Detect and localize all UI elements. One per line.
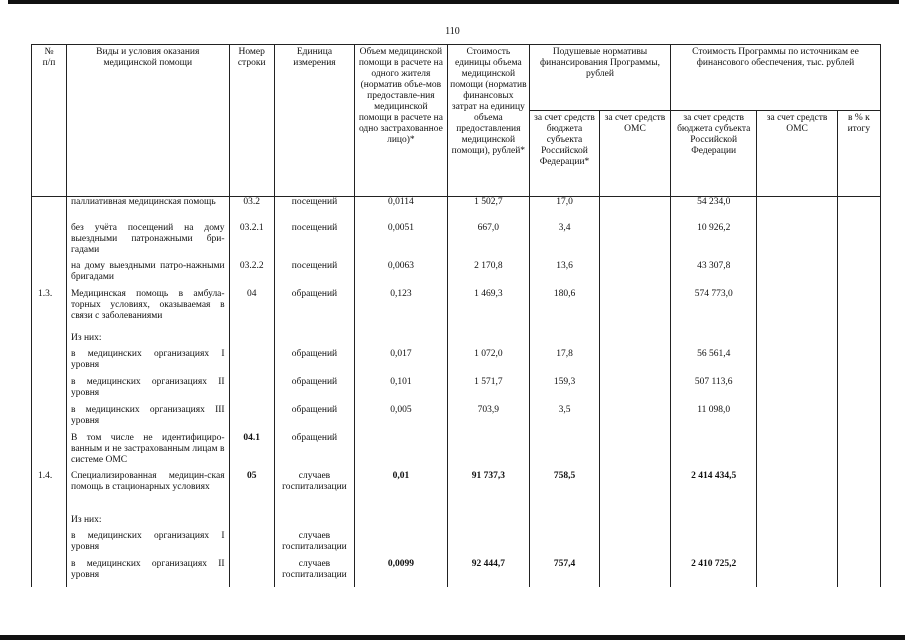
- row-percapita-budget: 17,0: [530, 197, 600, 223]
- row-program-budget: [670, 333, 756, 349]
- row-program-budget: 2 410 725,2: [670, 559, 756, 587]
- table-row: [32, 515, 881, 531]
- row-unit: [274, 515, 354, 531]
- row-volume: 0,123: [355, 289, 448, 333]
- row-code: [229, 333, 274, 349]
- table-row: [32, 377, 881, 405]
- row-code: [229, 405, 274, 433]
- row-percapita-oms: [599, 405, 670, 433]
- row-cost: 91 737,3: [447, 471, 529, 515]
- row-name: без учёта посещений на дому выездными патронажными бри-гадами: [66, 223, 229, 261]
- header-percapita-oms: за счет средств ОМС: [599, 111, 670, 197]
- row-volume: 0,01: [355, 471, 448, 515]
- row-percapita-budget: [530, 531, 600, 559]
- header-unit: Единица измерения: [274, 45, 354, 197]
- table-row: [32, 471, 881, 515]
- row-code: [229, 377, 274, 405]
- row-num: [32, 531, 67, 559]
- row-program-pct: [837, 515, 880, 531]
- table-row: [32, 349, 881, 377]
- row-program-oms: [757, 333, 837, 349]
- row-percapita-oms: [599, 515, 670, 531]
- row-program-oms: [757, 515, 837, 531]
- header-num: № п/п: [32, 45, 67, 197]
- row-program-oms: [757, 471, 837, 515]
- row-name: Специализированная медицин-ская помощь в стационарных условиях: [66, 471, 229, 515]
- header-percapita-group: Подушевые нормативы финансирования Программы, рублей: [530, 45, 671, 111]
- row-percapita-oms: [599, 349, 670, 377]
- row-volume: [355, 433, 448, 471]
- row-program-pct: [837, 433, 880, 471]
- header-cost: Стоимость единицы объема медицинской помощи (норматив финансовых затрат на единицу объема предоставления медицинской помощи), рублей*: [447, 45, 529, 197]
- row-cost: 667,0: [447, 223, 529, 261]
- row-unit: [274, 333, 354, 349]
- row-program-budget: [670, 515, 756, 531]
- row-unit: случаев госпитализации: [274, 559, 354, 587]
- row-percapita-budget: 180,6: [530, 289, 600, 333]
- row-program-pct: [837, 349, 880, 377]
- row-percapita-oms: [599, 559, 670, 587]
- row-program-oms: [757, 377, 837, 405]
- row-program-budget: 11 098,0: [670, 405, 756, 433]
- row-cost: [447, 433, 529, 471]
- table-body: [32, 197, 881, 587]
- row-code: [229, 559, 274, 587]
- row-unit: обращений: [274, 377, 354, 405]
- row-name: Медицинская помощь в амбула-торных условиях, оказываемая в связи с заболеваниями: [66, 289, 229, 333]
- row-percapita-budget: 17,8: [530, 349, 600, 377]
- row-percapita-oms: [599, 197, 670, 223]
- row-cost: 703,9: [447, 405, 529, 433]
- row-name: паллиативная медицинская помощь: [66, 197, 229, 223]
- table-row: [32, 405, 881, 433]
- row-cost: 1 571,7: [447, 377, 529, 405]
- row-code: 05: [229, 471, 274, 515]
- row-program-budget: [670, 433, 756, 471]
- row-cost: [447, 531, 529, 559]
- row-unit: обращений: [274, 349, 354, 377]
- row-program-oms: [757, 349, 837, 377]
- row-program-budget: 2 414 434,5: [670, 471, 756, 515]
- table-row: [32, 531, 881, 559]
- row-percapita-budget: 3,5: [530, 405, 600, 433]
- program-cost-table: [31, 44, 881, 587]
- row-percapita-oms: [599, 289, 670, 333]
- row-volume: 0,101: [355, 377, 448, 405]
- row-percapita-oms: [599, 223, 670, 261]
- row-percapita-budget: 159,3: [530, 377, 600, 405]
- row-name: в медицинских организациях I уровня: [66, 531, 229, 559]
- row-name: в медицинских организациях III уровня: [66, 405, 229, 433]
- header-volume: Объем медицинской помощи в расчете на одного жителя (норматив объе-мов предоставле-ния медицинской помощи в расчете на одно застрахованное лицо)*: [355, 45, 448, 197]
- row-program-budget: 507 113,6: [670, 377, 756, 405]
- row-volume: 0,017: [355, 349, 448, 377]
- header-program-budget: за счет средств бюджета субъекта Российской Федерации: [670, 111, 756, 197]
- row-unit: случаев госпитализации: [274, 471, 354, 515]
- table-row: [32, 223, 881, 261]
- row-volume: [355, 515, 448, 531]
- row-percapita-budget: 758,5: [530, 471, 600, 515]
- bottom-border: [0, 635, 905, 640]
- row-unit: посещений: [274, 261, 354, 289]
- row-name: в медицинских организациях II уровня: [66, 377, 229, 405]
- row-program-oms: [757, 405, 837, 433]
- row-num: [32, 559, 67, 587]
- row-code: [229, 531, 274, 559]
- row-volume: [355, 333, 448, 349]
- row-program-oms: [757, 261, 837, 289]
- row-cost: 1 072,0: [447, 349, 529, 377]
- row-volume: 0,005: [355, 405, 448, 433]
- row-unit: случаев госпитализации: [274, 531, 354, 559]
- row-percapita-budget: 3,4: [530, 223, 600, 261]
- row-unit: посещений: [274, 197, 354, 223]
- row-program-pct: [837, 197, 880, 223]
- row-program-pct: [837, 559, 880, 587]
- row-cost: [447, 515, 529, 531]
- row-unit: обращений: [274, 289, 354, 333]
- row-program-pct: [837, 289, 880, 333]
- row-percapita-oms: [599, 261, 670, 289]
- row-program-pct: [837, 223, 880, 261]
- row-program-budget: 54 234,0: [670, 197, 756, 223]
- row-num: 1.3.: [32, 289, 67, 333]
- row-program-oms: [757, 433, 837, 471]
- row-percapita-oms: [599, 433, 670, 471]
- table-row: [32, 261, 881, 289]
- row-num: [32, 377, 67, 405]
- page-number: 110: [445, 26, 460, 37]
- row-cost: 1 502,7: [447, 197, 529, 223]
- row-program-pct: [837, 471, 880, 515]
- table-row: [32, 333, 881, 349]
- header-program-oms: за счет средств ОМС: [757, 111, 837, 197]
- row-program-budget: 574 773,0: [670, 289, 756, 333]
- row-num: [32, 405, 67, 433]
- row-num: [32, 515, 67, 531]
- row-volume: [355, 531, 448, 559]
- row-percapita-oms: [599, 377, 670, 405]
- row-cost: 2 170,8: [447, 261, 529, 289]
- row-volume: 0,0099: [355, 559, 448, 587]
- row-program-pct: [837, 333, 880, 349]
- row-name: на дому выездными патро-нажными бригадами: [66, 261, 229, 289]
- row-volume: 0,0063: [355, 261, 448, 289]
- row-program-budget: [670, 531, 756, 559]
- row-program-oms: [757, 531, 837, 559]
- row-unit: посещений: [274, 223, 354, 261]
- row-num: [32, 349, 67, 377]
- top-border: [8, 0, 899, 4]
- row-percapita-budget: 13,6: [530, 261, 600, 289]
- row-cost: 1 469,3: [447, 289, 529, 333]
- row-volume: 0,0051: [355, 223, 448, 261]
- header-percapita-budget: за счет средств бюджета субъекта Российской Федерации*: [530, 111, 600, 197]
- row-program-oms: [757, 289, 837, 333]
- row-cost: 92 444,7: [447, 559, 529, 587]
- row-program-budget: 56 561,4: [670, 349, 756, 377]
- row-name: В том числе не идентифициро-ванным и не застрахованным лицам в системе ОМС: [66, 433, 229, 471]
- row-num: [32, 433, 67, 471]
- table-row: [32, 197, 881, 223]
- row-percapita-oms: [599, 333, 670, 349]
- row-program-budget: 43 307,8: [670, 261, 756, 289]
- row-percapita-oms: [599, 471, 670, 515]
- row-percapita-budget: [530, 333, 600, 349]
- row-name: Из них:: [66, 333, 229, 349]
- row-code: 03.2.1: [229, 223, 274, 261]
- row-percapita-budget: [530, 515, 600, 531]
- row-program-oms: [757, 223, 837, 261]
- row-program-pct: [837, 261, 880, 289]
- table-row: [32, 433, 881, 471]
- header-name: Виды и условия оказания медицинской помощи: [66, 45, 229, 197]
- row-code: [229, 515, 274, 531]
- row-code: 03.2.2: [229, 261, 274, 289]
- row-name: Из них:: [66, 515, 229, 531]
- row-percapita-budget: [530, 433, 600, 471]
- row-code: [229, 349, 274, 377]
- row-code: 04.1: [229, 433, 274, 471]
- row-num: [32, 261, 67, 289]
- row-program-oms: [757, 197, 837, 223]
- header-program-group: Стоимость Программы по источникам ее финансового обеспечения, тыс. рублей: [670, 45, 880, 111]
- table-row: [32, 559, 881, 587]
- row-program-budget: 10 926,2: [670, 223, 756, 261]
- row-code: 04: [229, 289, 274, 333]
- row-num: [32, 197, 67, 223]
- row-name: в медицинских организациях II уровня: [66, 559, 229, 587]
- row-program-pct: [837, 377, 880, 405]
- row-percapita-oms: [599, 531, 670, 559]
- row-cost: [447, 333, 529, 349]
- header-code: Номер строки: [229, 45, 274, 197]
- row-unit: обращений: [274, 405, 354, 433]
- row-program-pct: [837, 531, 880, 559]
- row-code: 03.2: [229, 197, 274, 223]
- row-num: [32, 333, 67, 349]
- row-percapita-budget: 757,4: [530, 559, 600, 587]
- row-num: [32, 223, 67, 261]
- row-unit: обращений: [274, 433, 354, 471]
- row-volume: 0,0114: [355, 197, 448, 223]
- row-num: 1.4.: [32, 471, 67, 515]
- row-name: в медицинских организациях I уровня: [66, 349, 229, 377]
- row-program-pct: [837, 405, 880, 433]
- row-program-oms: [757, 559, 837, 587]
- table-row: [32, 289, 881, 333]
- header-program-pct: в % к итогу: [837, 111, 880, 197]
